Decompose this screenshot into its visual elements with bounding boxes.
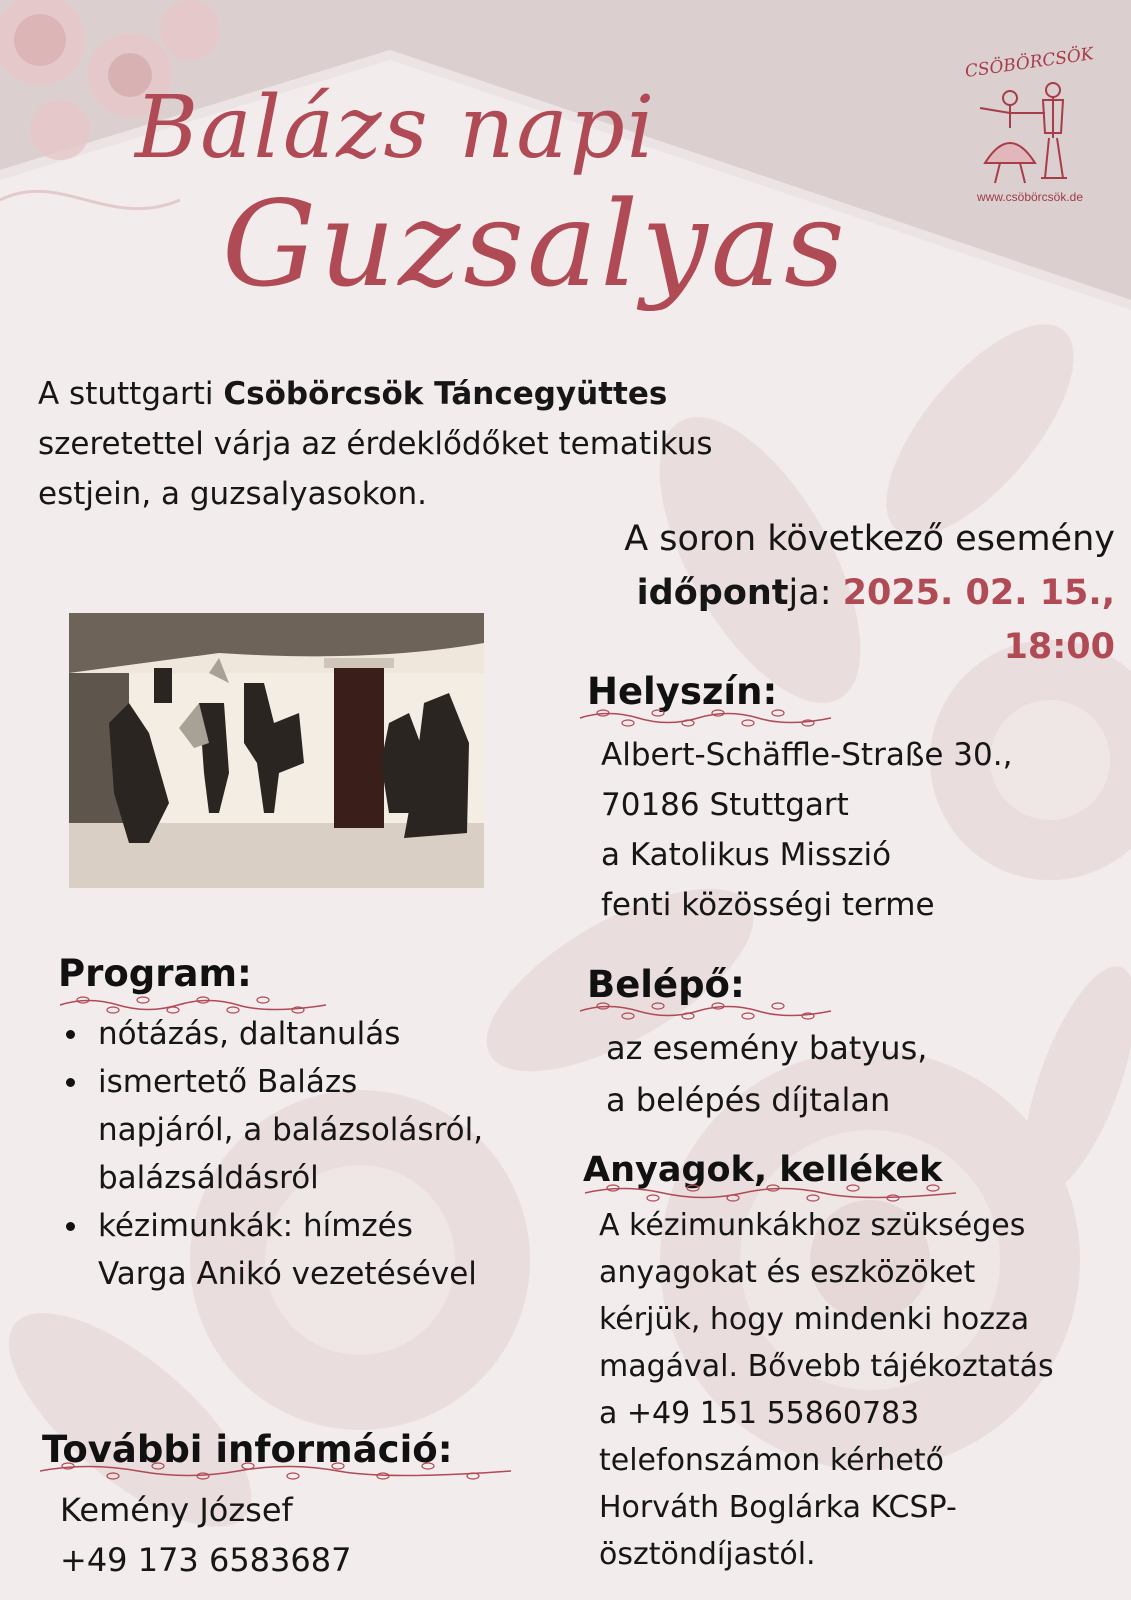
materials-text [599,1202,1054,1578]
program-item-line: nótázás, daltanulás [98,1016,401,1052]
next-event-emphasis: időpont [636,573,789,613]
program-item-line: ismertető Balázs [98,1064,358,1100]
program-item-line: kézimunkák: hímzés [98,1208,413,1244]
intro-text [38,369,858,519]
materials-line: kérjük, hogy mindenki hozza [599,1302,1030,1337]
title-line-2: Guzsalyas [222,175,848,313]
location-address [601,730,1012,930]
list-item [58,1010,558,1058]
intro-prefix: A stuttgarti [38,376,224,412]
website-url[interactable]: www.csöbörcsök.de [976,190,1084,204]
materials-line: A kézimunkákhoz szükséges [599,1208,1026,1243]
entry-heading: Belépő: [587,963,745,1006]
contact-name: Kemény József [60,1491,293,1529]
entry-text [606,1022,927,1126]
dancing-couple-icon [955,28,1105,208]
materials-line: magával. Bővebb tájékoztatás [599,1349,1054,1384]
address-line: 70186 Stuttgart [601,787,849,823]
address-line: a Katolikus Misszió [601,837,892,873]
intro-line-2: szeretettel várja az érdeklődőket tematikus [38,426,713,462]
program-list [58,1010,558,1298]
program-item-line: napjáról, a balázsolásról, [98,1112,484,1148]
vine-ornament-icon [578,998,833,1024]
intro-line-3: estjein, a guzsalyasokon. [38,476,428,512]
materials-line: Horváth Boglárka KCSP- [599,1490,957,1525]
materials-line: anyagokat és eszközöket [599,1255,976,1290]
organization-name: Csöbörcsök Táncegyüttes [223,376,668,412]
materials-line: telefonszámon kérhető [599,1443,944,1478]
svg-text:CSÖBÖRCSÖK: CSÖBÖRCSÖK [963,44,1095,82]
program-item-line: balázsáldásról [98,1160,319,1196]
contact-details [60,1485,351,1585]
address-line: fenti közösségi terme [601,887,935,923]
materials-line: a +49 151 55860783 [599,1396,920,1431]
vine-ornament-icon [38,1458,513,1484]
materials-line: ösztöndíjastól. [599,1537,816,1572]
materials-heading: Anyagok, kellékek [583,1150,943,1190]
list-item [58,1058,558,1202]
address-line: Albert-Schäffle-Straße 30., [601,737,1013,773]
next-event-line-1: A soron következő esemény [624,519,1115,559]
title-line-1: Balázs napi [135,78,657,178]
contact-heading: További információ: [42,1428,453,1471]
next-event-suffix: ja: [788,573,843,613]
next-event [525,512,1115,674]
entry-line: az esemény batyus, [606,1029,928,1067]
archival-photo-icon [69,613,484,888]
entry-line: a belépés díjtalan [606,1081,891,1119]
event-datetime: 2025. 02. 15., 18:00 [842,573,1115,667]
program-heading: Program: [58,952,252,995]
contact-phone[interactable]: +49 173 6583687 [60,1541,352,1579]
location-heading: Helyszín: [587,670,778,713]
program-item-line: Varga Anikó vezetésével [98,1256,477,1292]
list-item [58,1202,558,1298]
vine-ornament-icon [578,705,833,731]
